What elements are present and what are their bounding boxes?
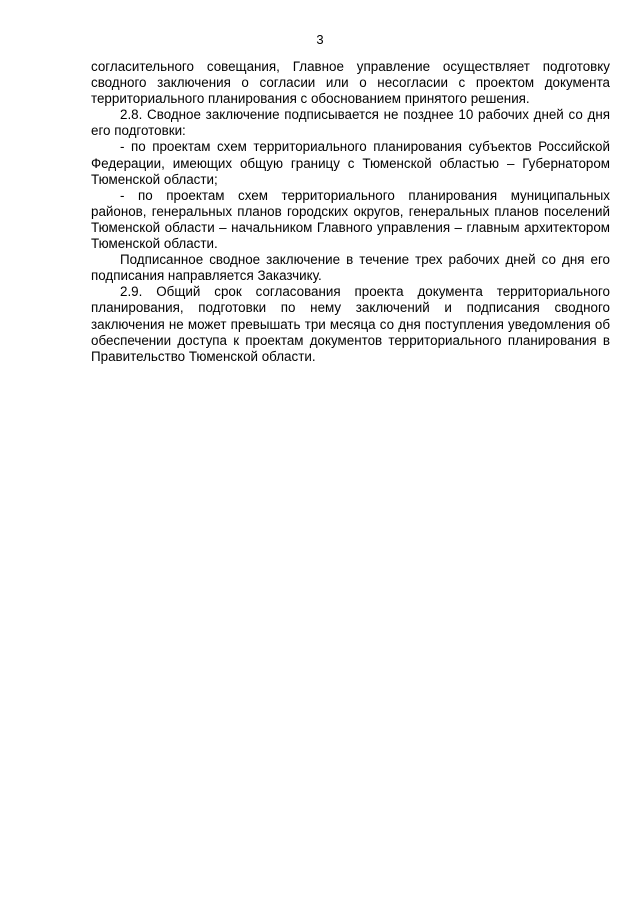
paragraph-clause-2-9: 2.9. Общий срок согласования проекта документа территориального планирования, подготовки по нему заключений и подписания сводного заключения не может превышать три месяца со дня поступления уведомления об обеспечении доступа к проектам документов территориального планирования в Правительство Тюменской области. xyxy=(91,284,610,364)
list-item-municipal-plans: - по проектам схем территориального планирования муниципальных районов, генеральных планов городских округов, генеральных планов поселений Тюменской области – начальником Главного управления – главным архитектором Тюменской области. xyxy=(91,187,610,252)
paragraph-signed-conclusion: Подписанное сводное заключение в течение трех рабочих дней со дня его подписания направляется Заказчику. xyxy=(91,252,610,284)
document-body xyxy=(91,59,610,365)
list-item-subjects-rf: - по проектам схем территориального планирования субъектов Российской Федерации, имеющих общую границу с Тюменской областью – Губернатором Тюменской области; xyxy=(91,139,610,187)
page-number: 3 xyxy=(316,32,324,47)
paragraph-clause-2-8: 2.8. Сводное заключение подписывается не позднее 10 рабочих дней со дня его подготовки: xyxy=(91,107,610,139)
paragraph-continuation: согласительного совещания, Главное управление осуществляет подготовку сводного заключения о согласии или о несогласии с проектом документа территориального планирования с обоснованием принятого решения. xyxy=(91,59,610,107)
